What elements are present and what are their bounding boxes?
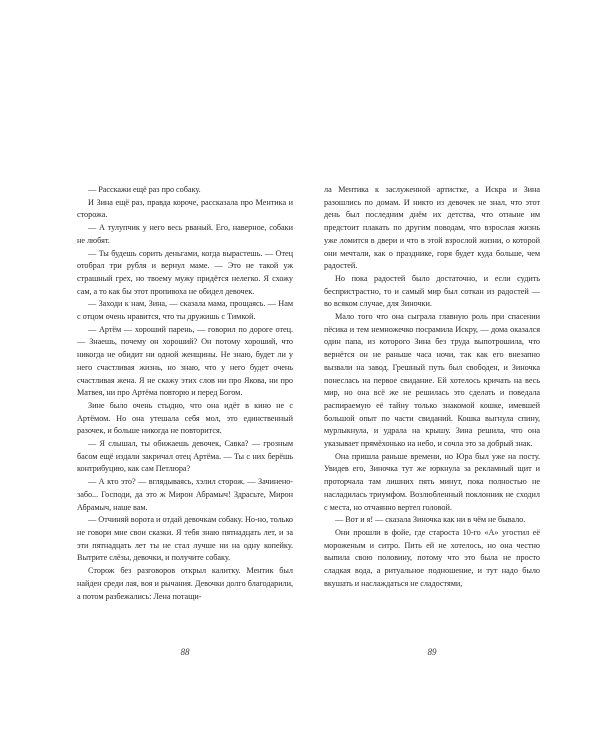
paragraph: — Артём — хороший парень, — говорил по дороге отец. — Знаешь, почему он хороший? Он потому хороший, что никогда не обидит ни одной женщины. Не знаю, будет ли у него счастливая жизнь, но знаю, что у него будет очень счастливая жена. Я не скажу этих слов ни про Якова, ни про Матвея, ни про Артёма повторю и перед Богом.: [77, 324, 293, 398]
paragraph: — А кто это? — вглядываясь, хэлил сторож. — Зачинено-забо... Господи, да это ж Мирон Абрамыч! Здрасьте, Мирон Абрамыч, наше вам.: [77, 477, 293, 512]
paragraph: — Расскажи ещё раз про собаку.: [88, 185, 201, 194]
paragraph: Она пришла раньше времени, но Юра был уже на посту. Увидев его, Зиночка тут же юркнула за рекламный щит и проторчала там лишних пять минут, пока полностью не насладилась триумфом. Возлюбленный поклонник не сходил с места, но отчаянно вертел головой.: [324, 451, 540, 512]
paragraph: И Зина ещё раз, правда короче, рассказала про Ментика и сторожа.: [77, 197, 293, 220]
paragraph: — Заходи к нам, Зина, — сказала мама, прощаясь. — Нам с отцом очень нравится, что ты дружишь с Тимкой.: [77, 299, 293, 322]
left-page-number: 88: [180, 647, 190, 657]
right-page-number: 89: [427, 647, 437, 657]
paragraph: — Ты будешь сорить деньгами, когда вырастешь. — Отец отобрал три рубля и вернул маме. — Это не такой уж страшный грех, но твоему мужу придётся нелегко. Я схожу сам, а то как бы этот пропивоха не обидел девочек.: [77, 248, 293, 296]
paragraph: ла Ментика к заслуженной артистке, а Искра и Зина разошлись по домам. И никто из девочек не знал, что этот день был последним днём их детства, что отныне им предстоит плакать по другим поводам, что взрослая жизнь уже ломится в двери и что в этой взрослой жизни, о которой они мечтали, как о празднике, горя будет куда больше, чем радостей.: [324, 185, 540, 271]
left-page-text: [77, 184, 293, 603]
paragraph: Но пока радостей было достаточно, и если судить беспристрастно, то и самый мир был соткан из радостей — во всяком случае, для Зиночки.: [324, 273, 540, 309]
paragraph: Зине было очень стыдно, что она идёт в кино не с Артёмом. Но она утешала себя мол, это единственный разочек, и больше никогда не повторится.: [77, 400, 293, 436]
paragraph: Мало того что она сыграла главную роль при спасении пёсика и тем немножечко посрамила Искру, — дома оказался один папа, из которого Зина без труда выпотрошила, что вернётся он не раньше часа ночи, так как его внезапно вызвали на завод. Грешный путь был свободен, и Зиночка понеслась на первое свидание. Ей хотелось кричать на весь мир, но она всё же не решилась это сделать и поведала распираемую её тайну только знакомой кошке, имевшей большой опыт по части свиданий. Кошка выгнула спину, мурлыкнула, и удрала на крышу. Зина решила, что она указывает прямёхонько на небо, и сочла это за добрый знак.: [324, 312, 540, 449]
paragraph: — Вот и я! — сказала Зиночка как ни в чём не бывало.: [335, 515, 526, 525]
paragraph: Сторож без разговоров открыл калитку. Ментик был найден среди лая, воя и рычания. Девочки долго благодарили, а потом разбежались: Лена потащи-: [77, 566, 293, 601]
paragraph: — Я слышал, ты обижаешь девочек, Савка? — грозным басом ещё издали закричал отец Артёма. — Ты с них берёшь контрибуцию, как сам Петлюра?: [77, 439, 293, 474]
paragraph: Они прошли в фойе, где староста 10-го «А» угостил её мороженым и ситро. Пить ей не хотелось, но она честно выпила свою половину, потому что это была не просто сладкая вода, а ритуальное подношение, и тут надо было вкушать и наслаждаться не сладостями,: [324, 527, 540, 588]
right-page-text: [324, 184, 540, 591]
paragraph: — Отчиняй ворота и отдай девочкам собаку. Но-но, только не говори мне свои сказки. Я тебя знаю пятнадцать лет, и за эти пятнадцать лет ты не стал лучше ни на одну копейку. Вытрите слёзы, девочки, и получите собаку.: [77, 515, 293, 563]
paragraph: — А тулупчик у него весь рваный. Его, наверное, собаки не любят.: [77, 223, 293, 245]
